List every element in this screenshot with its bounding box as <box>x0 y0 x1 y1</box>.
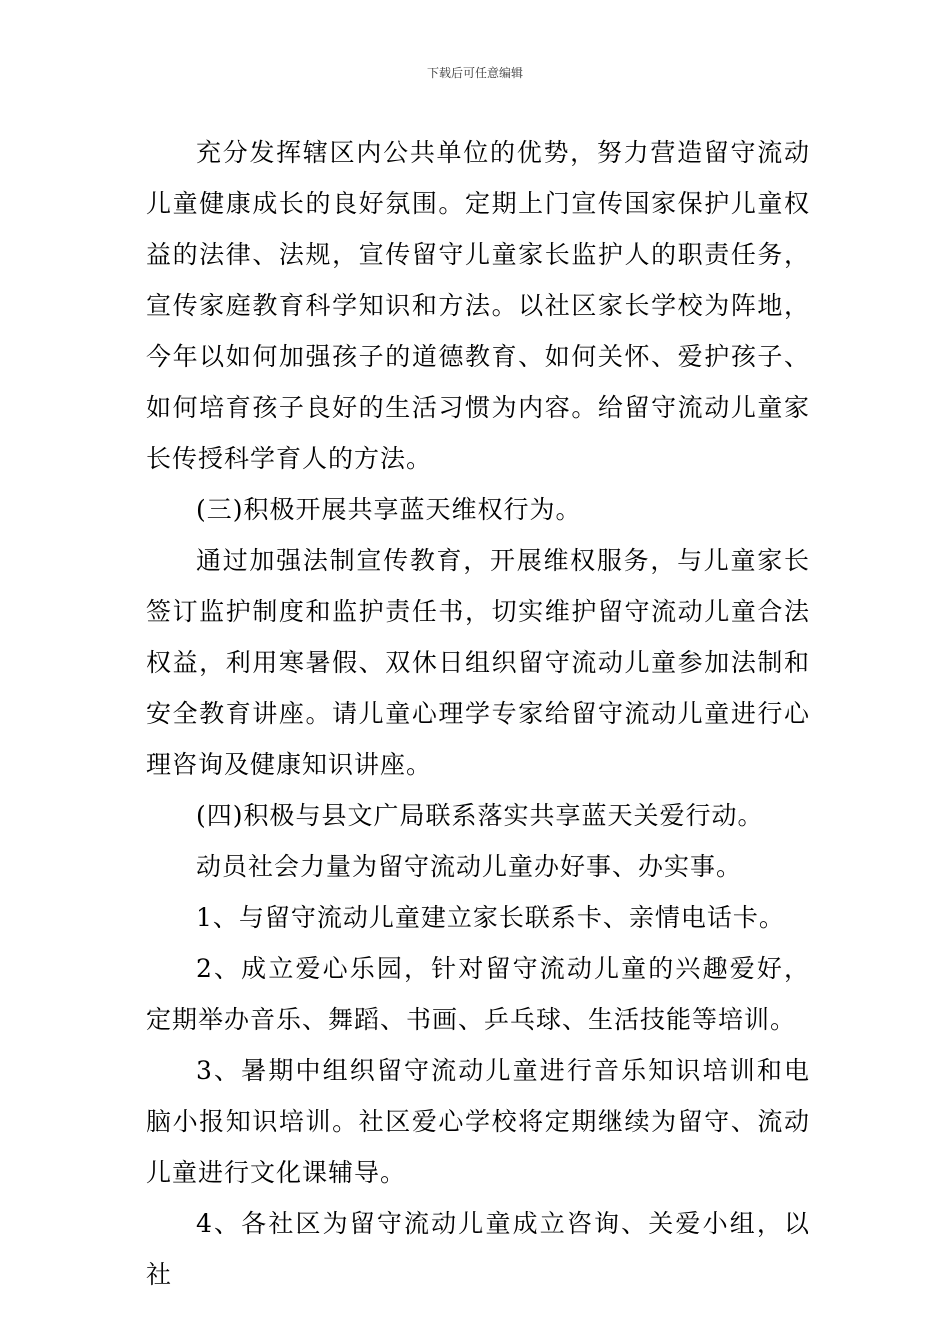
document-body <box>146 127 810 1300</box>
paragraph-9: 4、各社区为留守流动儿童成立咨询、关爱小组，以社 <box>146 1209 810 1289</box>
paragraph-5: 动员社会力量为留守流动儿童办好事、办实事。 <box>196 852 743 881</box>
paragraph-3: 通过加强法制宣传教育，开展维权服务，与儿童家长签订监护制度和监护责任书，切实维护留守流动儿童合法权益，利用寒暑假、双休日组织留守流动儿童参加法制和安全教育讲座。请儿童心理学专家给留守流动儿童进行心理咨询及健康知识讲座。 <box>146 546 810 779</box>
page-header: 下载后可任意编辑 <box>426 66 523 80</box>
paragraph-8: 3、暑期中组织留守流动儿童进行音乐知识培训和电脑小报知识培训。社区爱心学校将定期继续为留守、流动儿童进行文化课辅导。 <box>146 1056 810 1187</box>
paragraph-2: (三)积极开展共享蓝天维权行为。 <box>196 495 582 524</box>
paragraph-4: (四)积极与县文广局联系落实共享蓝天关爱行动。 <box>196 801 764 830</box>
paragraph-7: 2、成立爱心乐园，针对留守流动儿童的兴趣爱好，定期举办音乐、舞蹈、书画、乒乓球、生活技能等培训。 <box>146 954 810 1034</box>
paragraph-1: 充分发挥辖区内公共单位的优势，努力营造留守流动儿童健康成长的良好氛围。定期上门宣传国家保护儿童权益的法律、法规，宣传留守儿童家长监护人的职责任务，宣传家庭教育科学知识和方法。以社区家长学校为阵地，今年以如何加强孩子的道德教育、如何关怀、爱护孩子、如何培育孩子良好的生活习惯为内容。给留守流动儿童家长传授科学育人的方法。 <box>146 138 810 473</box>
paragraph-6: 1、与留守流动儿童建立家长联系卡、亲情电话卡。 <box>196 903 785 932</box>
